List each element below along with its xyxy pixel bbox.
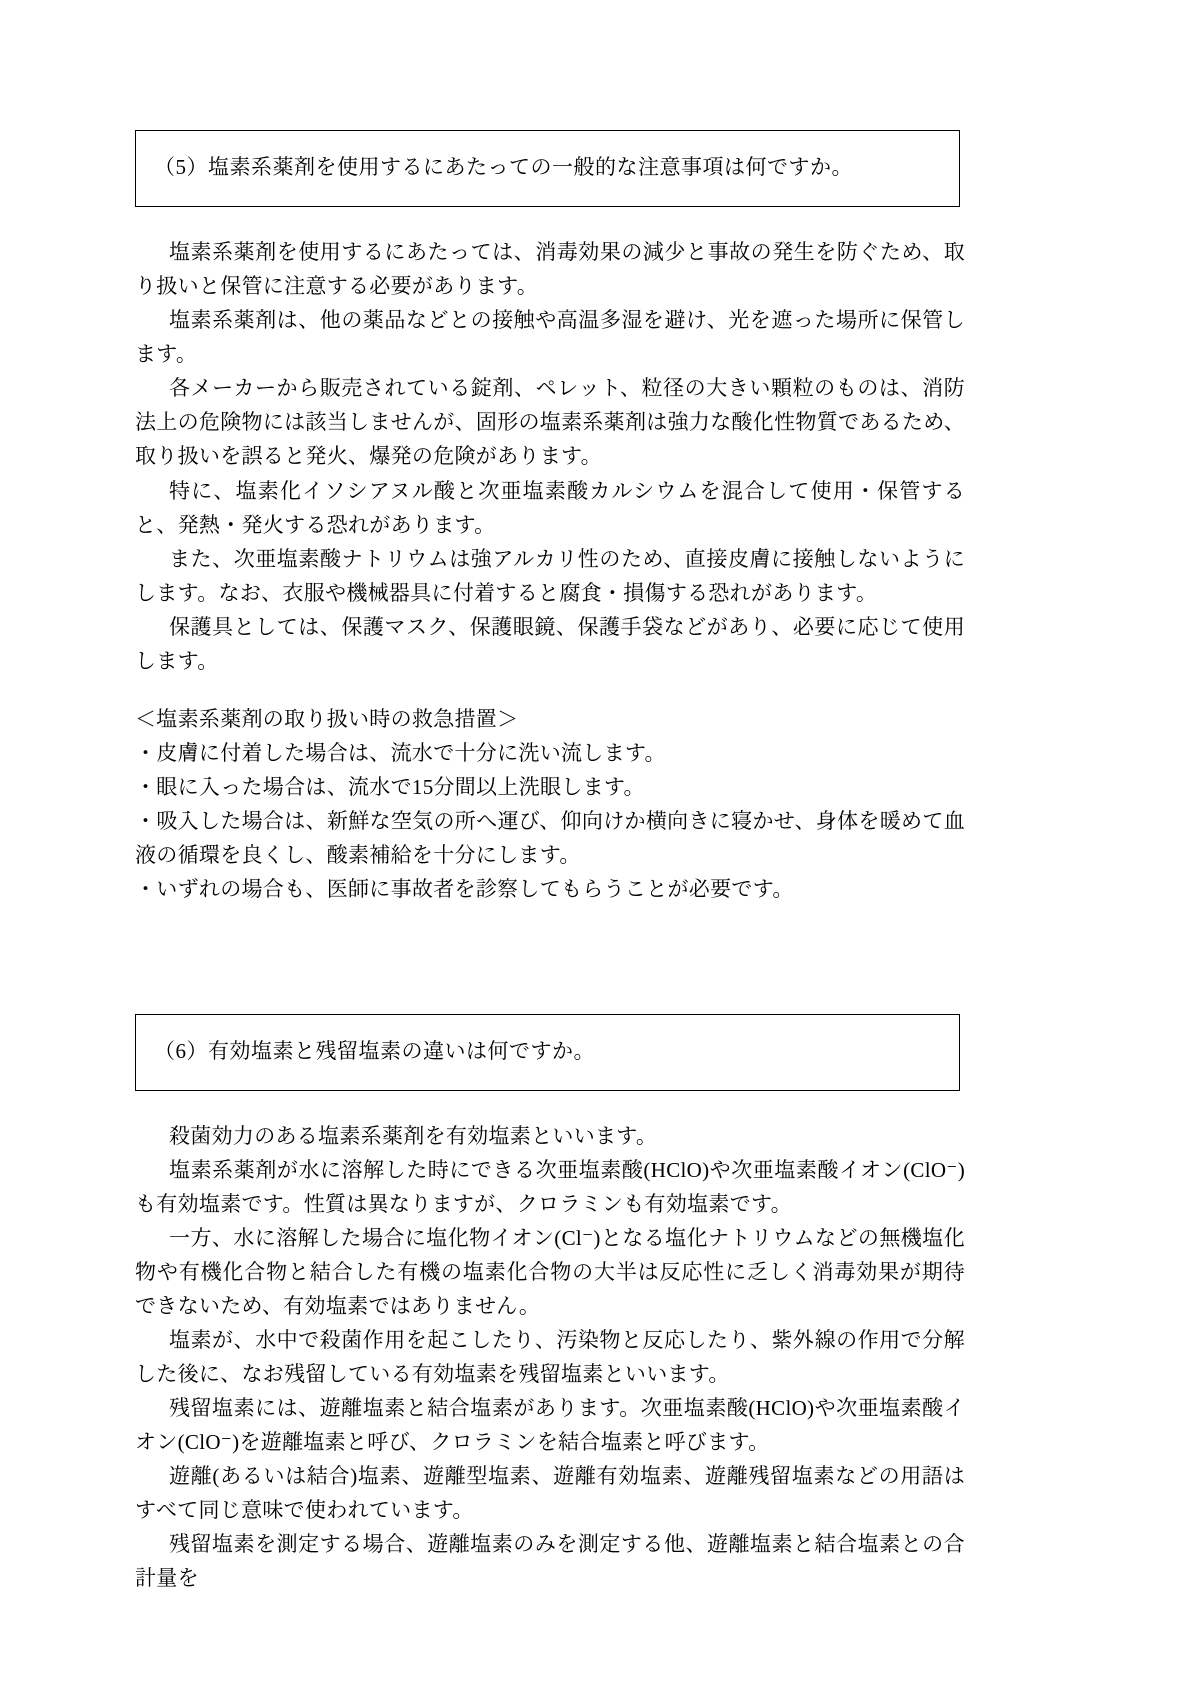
- paragraph: 塩素が、水中で殺菌作用を起こしたり、汚染物と反応したり、紫外線の作用で分解した後に、なお残留している有効塩素を残留塩素といいます。: [135, 1328, 965, 1387]
- paragraph: 塩素系薬剤は、他の薬品などとの接触や高温多湿を避け、光を遮った場所に保管します。: [135, 308, 965, 367]
- question-text-6: （6）有効塩素と残留塩素の違いは何ですか。: [154, 1038, 595, 1063]
- list-item: ・吸入した場合は、新鮮な空気の所へ運び、仰向けか横向きに寝かせ、身体を暖めて血液の循環を良くし、酸素補給を十分にします。: [135, 808, 965, 867]
- paragraph: 各メーカーから販売されている錠剤、ペレット、粒径の大きい顆粒のものは、消防法上の危険物には該当しませんが、固形の塩素系薬剤は強力な酸化性物質であるため、取り扱いを誤ると発火、爆発の危険があります。: [135, 376, 965, 469]
- paragraph: また、次亜塩素酸ナトリウムは強アルカリ性のため、直接皮膚に接触しないようにします。なお、衣服や機械器具に付着すると腐食・損傷する恐れがあります。: [135, 546, 965, 605]
- list-item: ・皮膚に付着した場合は、流水で十分に洗い流します。: [135, 740, 666, 765]
- paragraph: 遊離(あるいは結合)塩素、遊離型塩素、遊離有効塩素、遊離残留塩素などの用語はすべて同じ意味で使われています。: [135, 1464, 965, 1523]
- emergency-measures-heading: ＜塩素系薬剤の取り扱い時の救急措置＞: [135, 706, 519, 731]
- paragraph: 残留塩素を測定する場合、遊離塩素のみを測定する他、遊離塩素と結合塩素との合計量を: [135, 1532, 965, 1591]
- paragraph: 一方、水に溶解した場合に塩化物イオン(Cl⁻)となる塩化ナトリウムなどの無機塩化物や有機化合物と結合した有機の塩素化合物の大半は反応性に乏しく消毒効果が期待できないため、有効塩素ではありません。: [135, 1226, 965, 1319]
- answer-body-6: [135, 1119, 965, 1595]
- list-item: ・眼に入った場合は、流水で15分間以上洗眼します。: [135, 774, 645, 799]
- paragraph: 殺菌効力のある塩素系薬剤を有効塩素といいます。: [169, 1124, 658, 1149]
- answer-body-5: [135, 235, 965, 905]
- paragraph: 保護具としては、保護マスク、保護眼鏡、保護手袋などがあり、必要に応じて使用します。: [135, 614, 965, 673]
- section-spacer: [135, 906, 1061, 1014]
- paragraph: 特に、塩素化イソシアヌル酸と次亜塩素酸カルシウムを混合して使用・保管すると、発熱・発火する恐れがあります。: [135, 478, 965, 537]
- paragraph-spacer: [135, 678, 965, 702]
- question-text-5: （5）塩素系薬剤を使用するにあたっての一般的な注意事項は何ですか。: [154, 155, 853, 179]
- list-item: ・いずれの場合も、医師に事故者を診察してもらうことが必要です。: [135, 876, 794, 901]
- question-box-6: [135, 1014, 960, 1091]
- paragraph: 塩素系薬剤が水に溶解した時にできる次亜塩素酸(HClO)や次亜塩素酸イオン(ClO⁻)も有効塩素です。性質は異なりますが、クロラミンも有効塩素です。: [135, 1158, 965, 1217]
- question-box-5: [135, 130, 960, 207]
- paragraph: 残留塩素には、遊離塩素と結合塩素があります。次亜塩素酸(HClO)や次亜塩素酸イオン(ClO⁻)を遊離塩素と呼び、クロラミンを結合塩素と呼びます。: [135, 1396, 965, 1455]
- paragraph: 塩素系薬剤を使用するにあたっては、消毒効果の減少と事故の発生を防ぐため、取り扱いと保管に注意する必要があります。: [135, 240, 965, 299]
